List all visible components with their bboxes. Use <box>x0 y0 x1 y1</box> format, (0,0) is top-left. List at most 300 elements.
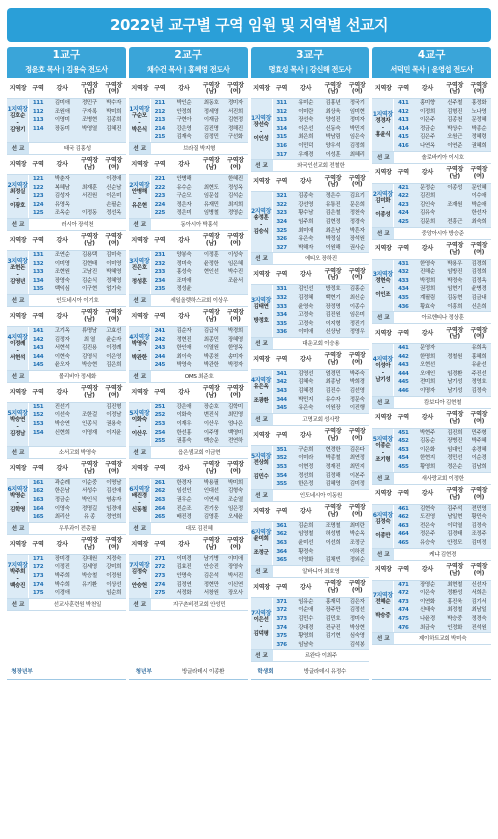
header-teacher: 강사 <box>56 464 68 472</box>
teacher-name: 이순애 <box>298 607 314 614</box>
teacher-name: 전은숙 <box>420 522 435 529</box>
teacher-name: 황수남 <box>298 210 314 217</box>
header-leader: 지역장 <box>131 312 149 320</box>
region-header-row <box>372 165 491 183</box>
region-name: 7지역장 <box>372 592 393 600</box>
table-row <box>29 268 126 277</box>
region-section <box>251 503 370 578</box>
table-row <box>394 598 491 607</box>
district-leader-f: 이정남 <box>106 412 121 419</box>
district-leader-f: 백영미 <box>228 429 243 436</box>
teacher-name: 권흥숙 <box>176 438 192 445</box>
table-row <box>151 201 248 210</box>
district-leader-m: 이원해 <box>325 244 341 251</box>
district-number: 243 <box>154 345 165 352</box>
district-leader-f: 한영옥 <box>228 345 243 352</box>
region-name: 7지역장 <box>129 562 150 570</box>
table-row <box>394 209 491 218</box>
table-row <box>394 539 491 548</box>
table-row <box>394 344 491 353</box>
leader-name: - <box>138 120 141 127</box>
region-section <box>372 241 491 325</box>
column-header <box>251 47 370 78</box>
header-num: 구역 <box>397 84 409 92</box>
district-leader-m: 김진원 <box>325 312 341 319</box>
region-section <box>7 80 126 155</box>
district-leader-m: 이지형 <box>325 320 341 327</box>
region-name: 6지역장 <box>129 486 150 494</box>
header-leader: 지역장 <box>9 84 27 92</box>
leader-name: 김영기 <box>9 127 25 134</box>
district-number: 415 <box>398 134 409 141</box>
table-row <box>394 192 491 201</box>
table-row <box>394 615 491 624</box>
table-row <box>394 437 491 446</box>
teacher-name: 한명희 <box>420 353 435 360</box>
teacher-name: 윤영숙 <box>298 303 314 310</box>
district-number: 445 <box>398 379 409 386</box>
district-leader-m: 이성훈 <box>325 151 341 158</box>
teacher-name: 홍성숙 <box>176 269 192 276</box>
header-teacher: 강사 <box>178 388 190 396</box>
district-leader-m: 유기환 <box>82 581 97 588</box>
district-leader-f: 정혜영 <box>106 277 121 284</box>
district-number: 462 <box>398 514 409 521</box>
header-num: 구역 <box>275 431 288 439</box>
header-teacher: 강사 <box>300 583 312 591</box>
district-leader-m: 장병진 <box>447 438 463 445</box>
footer-item <box>251 665 370 680</box>
header-leader: 지역장 <box>253 84 270 92</box>
region-leader <box>129 175 151 218</box>
leader-name: 김정숙 <box>375 519 391 526</box>
table-row <box>151 277 248 286</box>
table-row <box>29 563 126 572</box>
mission-row <box>251 413 370 426</box>
header-num: 구역 <box>32 160 44 168</box>
mission-label: 선 교 <box>7 219 29 230</box>
teacher-name: 유승숙 <box>420 540 435 546</box>
column-subtitle: 채수건 목사 | 홍혜영 전도사 <box>146 65 230 74</box>
teacher-name: 이미란 <box>298 108 314 115</box>
table-row <box>273 151 370 160</box>
header-dist-f: 구역장 (여) <box>348 267 366 282</box>
mission-label: 선 교 <box>129 523 151 534</box>
header-dist-m: 구역장 (남) <box>446 487 464 501</box>
footer-label <box>372 665 402 679</box>
district-leader-m: 김진명 <box>203 125 219 132</box>
leader-name: 이종순 <box>375 443 391 450</box>
region-header-row <box>372 325 491 343</box>
column-subtitle: 서덕민 목사 | 윤영섭 전도사 <box>390 65 473 74</box>
leader-name: - <box>138 500 141 507</box>
table-row <box>151 116 248 125</box>
table-row <box>151 572 248 581</box>
header-dist-m: 구역장 (남) <box>202 461 220 475</box>
table-row <box>273 142 370 151</box>
header-dist-f: 구역장 (여) <box>470 563 488 577</box>
district-leader-f: 정경숙 <box>349 218 365 225</box>
region-body <box>251 191 370 252</box>
district-number: 122 <box>32 184 44 191</box>
teacher-name: 김인선 <box>298 286 314 293</box>
header-teacher: 강사 <box>300 431 312 439</box>
teacher-name: 장동미 <box>54 125 70 132</box>
leader-name: 송정훈 <box>253 215 269 222</box>
region-section <box>251 266 370 350</box>
table-row <box>29 277 126 286</box>
district-number: 172 <box>32 564 44 571</box>
header-teacher: 강사 <box>421 169 433 177</box>
district-number: 425 <box>398 218 409 225</box>
district-number: 143 <box>32 345 44 352</box>
district-leader-m: 윤정한 <box>203 260 219 267</box>
header-dist-m: 구역장 (남) <box>81 81 98 95</box>
leader-name: - <box>260 391 262 398</box>
mission-row <box>7 598 126 611</box>
district-number: 422 <box>398 193 409 200</box>
teacher-name: 이은화 <box>420 446 435 453</box>
district-number: 334 <box>276 312 287 319</box>
table-row <box>151 563 248 572</box>
region-header-row <box>372 486 491 504</box>
leader-name: 김학영 <box>9 507 25 514</box>
mission-value: 읍은샘교회 이금현 <box>177 449 221 456</box>
table-row <box>29 437 126 446</box>
district-number: 311 <box>276 100 287 106</box>
district-number: 114 <box>32 125 44 132</box>
header-leader: 지역장 <box>9 464 27 472</box>
teacher-name: 이명자 <box>420 388 435 395</box>
district-leader-f: 박희경 <box>349 379 365 386</box>
district-leader-f: 이미애 <box>228 555 243 562</box>
header-teacher: 강사 <box>421 566 433 574</box>
mission-label: 선 교 <box>251 160 273 171</box>
district-leader-f: 이미영 <box>106 260 121 267</box>
district-leader-m: 김주석 <box>447 505 463 512</box>
teacher-name: 강선영 <box>298 201 314 208</box>
district-leader-f: 김은자 <box>349 598 365 605</box>
teacher-name: 박영숙 <box>176 362 192 369</box>
header-teacher: 강사 <box>56 312 68 320</box>
district-leader-m: 이재금 <box>203 117 219 124</box>
mission-label: 선 교 <box>372 397 394 408</box>
district-number: 254 <box>154 429 165 436</box>
mission-value: 에티오 장하진 <box>304 256 337 263</box>
mission-row <box>251 337 370 350</box>
teacher-name: 김재숙 <box>176 134 192 141</box>
region-name: 6지역장 <box>251 529 271 537</box>
district-number: 451 <box>398 429 409 436</box>
table-row <box>29 353 126 362</box>
district-leader-m: 양우석 <box>325 142 341 149</box>
teacher-name: 한영숙 <box>420 260 435 267</box>
region-header-row <box>251 427 370 445</box>
region-header-row <box>7 232 126 250</box>
district-number: 173 <box>32 573 44 579</box>
header-dist-f: 구역장 (여) <box>470 166 488 180</box>
header-dist-m: 구역장 (남) <box>202 385 220 399</box>
teacher-name: 이미라 <box>298 455 314 462</box>
region-header-row <box>129 232 248 250</box>
district-leader-m: 김영훈 <box>203 514 219 521</box>
table-row <box>29 175 126 184</box>
teacher-name: 최이숙 <box>176 353 192 360</box>
district-leader-f: 정진기 <box>349 320 365 327</box>
header-dist-m: 구역장 (남) <box>446 563 464 577</box>
district-number: 113 <box>32 117 44 124</box>
region-body <box>251 369 370 413</box>
mission-label: 선 교 <box>251 414 273 425</box>
district-leader-m: 장주만 <box>325 607 341 614</box>
teacher-name: 장영순 <box>420 581 435 588</box>
district-leader-f: 서희은 <box>471 590 487 597</box>
teacher-name: 이현정 <box>298 464 314 471</box>
header-dist-m: 구역장 (남) <box>202 157 220 171</box>
teacher-name: 진선기 <box>54 403 70 410</box>
teacher-name: 이화숙 <box>176 412 192 419</box>
region-body <box>372 98 491 151</box>
teacher-name: 황영희 <box>298 633 314 640</box>
leader-name: 이종만 <box>375 533 391 540</box>
district-leader-f: 정선옥 <box>106 210 121 217</box>
teacher-name <box>47 437 77 446</box>
region-leader <box>129 327 151 370</box>
table-row <box>151 505 248 514</box>
leader-name: - <box>381 205 384 212</box>
district-leader-f: 이지윤 <box>106 429 121 436</box>
header-num: 구역 <box>154 84 166 92</box>
region-name: 2지역장 <box>251 208 271 216</box>
teacher-name: 김현숙 <box>420 505 435 512</box>
district-leader-f <box>223 285 247 294</box>
teacher-name: 조현원 <box>54 269 70 276</box>
region-section <box>372 562 491 646</box>
district-leader-f: 권사순 <box>349 244 365 251</box>
teacher-name: 한은정 <box>298 481 314 488</box>
region-rows <box>394 344 491 396</box>
table-row <box>151 251 248 260</box>
teacher-name: 진순조 <box>176 505 192 512</box>
leader-name: 이화숙 <box>131 417 147 424</box>
leader-name: 이은선 <box>253 616 269 623</box>
leader-name: - <box>381 369 384 376</box>
leader-name: 박주희 <box>9 569 25 576</box>
teacher-name: 김정자 <box>54 336 70 343</box>
district-leader-m: 최종남 <box>325 379 341 386</box>
district-number: 434 <box>398 286 409 293</box>
header-leader: 지역장 <box>374 414 392 422</box>
district-leader-f: 박정자 <box>228 362 243 369</box>
region-rows <box>273 446 370 489</box>
header-leader: 지역장 <box>131 84 149 92</box>
district-leader-m: 김세영 <box>82 564 97 571</box>
region-rows <box>151 99 248 142</box>
header-dist-m: 구역장 (남) <box>446 326 464 341</box>
district-leader-f: 정국기 <box>349 100 365 106</box>
region-name: 4지역장 <box>372 355 393 363</box>
header-teacher: 강사 <box>178 464 190 472</box>
district-leader-m: 이종성 <box>447 184 463 191</box>
table-row <box>273 446 370 455</box>
district-leader-f: 장영숙 <box>228 564 243 571</box>
district-leader-m: 최동호 <box>203 100 219 106</box>
leader-name: 김영년 <box>9 279 25 286</box>
region-header-row <box>372 80 491 98</box>
mission-row <box>372 396 491 409</box>
table-row <box>394 218 491 227</box>
region-leader <box>7 479 29 522</box>
column-subtitle: 명효성 목사 | 강신해 전도사 <box>268 65 352 74</box>
district-leader-m: 최현도 <box>203 184 219 191</box>
table-row <box>151 125 248 134</box>
district-leader-m: 서진원 <box>82 193 97 200</box>
header-num: 구역 <box>154 236 166 244</box>
mission-value: 볼리비아 정세화 <box>58 373 96 380</box>
teacher-name: 서정화 <box>176 590 192 597</box>
district-number <box>29 437 47 446</box>
table-row <box>29 251 126 260</box>
region-header-row <box>251 173 370 191</box>
header-leader: 지역장 <box>131 388 149 396</box>
district-leader-m: 이선희 <box>325 540 341 546</box>
header-leader: 지역장 <box>253 271 270 279</box>
header-leader: 지역장 <box>374 84 392 92</box>
district-number: 433 <box>398 277 409 284</box>
teacher-name: 이연화 <box>420 598 435 605</box>
district-number: 374 <box>276 624 287 631</box>
table-row <box>273 404 370 413</box>
mission-label: 선 교 <box>251 566 273 577</box>
teacher-name: 임유순 <box>298 598 314 605</box>
district-number: 211 <box>154 100 165 106</box>
header-num: 구역 <box>154 464 166 472</box>
district-leader-f: 신선자 <box>471 581 487 588</box>
mission-row <box>7 142 126 155</box>
district-leader-m: 인대선 <box>203 488 219 495</box>
header-teacher: 강사 <box>56 236 68 244</box>
teacher-name: 황정숙 <box>298 548 314 555</box>
district-leader-m: 이연세 <box>203 497 219 504</box>
district-leader-f: 정천숙 <box>349 210 365 217</box>
teacher-name: 유은숙 <box>298 236 314 243</box>
district-number: 464 <box>398 531 409 538</box>
table-row <box>29 411 126 420</box>
table-row <box>394 294 491 303</box>
district-leader-f: 김정희 <box>349 142 365 149</box>
region-header-row <box>251 80 370 98</box>
teacher-name: 이현숙 <box>54 353 70 360</box>
header-num: 구역 <box>154 540 166 548</box>
region-rows <box>151 555 248 598</box>
mission-row <box>7 218 126 231</box>
district-leader-f: 신은희 <box>471 303 487 310</box>
teacher-name: 구순희 <box>298 446 314 453</box>
teacher-name: 박현주 <box>420 429 435 436</box>
district-number: 475 <box>398 615 409 622</box>
header-dist-f: 구역장 (여) <box>105 461 123 475</box>
table-row <box>151 133 248 142</box>
district-number: 343 <box>276 388 287 395</box>
district-number: 135 <box>32 286 44 293</box>
district-leader-m: 신동숙 <box>325 125 341 132</box>
district-number: 125 <box>32 210 44 217</box>
leader-name: 김덕평 <box>253 630 269 637</box>
district-leader-f: 정외순 <box>349 557 365 564</box>
district-leader-f: 윤순자 <box>106 336 121 343</box>
district-leader-f: 최민영 <box>228 412 243 419</box>
leader-name: 신동철 <box>131 507 147 514</box>
header-dist-f: 구역장 (여) <box>470 411 488 425</box>
teacher-name: 정은미 <box>176 210 192 217</box>
district-leader-m: 이연준 <box>447 142 463 149</box>
district-leader-f: 김선애 <box>106 488 121 495</box>
region-section <box>129 460 248 535</box>
table-row <box>151 108 248 117</box>
leader-name: 구순모 <box>131 113 147 120</box>
leader-name: - <box>260 623 262 630</box>
district-leader-m: 엄경민 <box>325 370 341 377</box>
district-leader-f: 민주형 <box>471 429 487 436</box>
leader-name: 박은식 <box>131 127 147 134</box>
teacher-name: 안병해 <box>176 175 192 182</box>
teacher-name: 유은숙 <box>298 405 314 412</box>
district-number: 245 <box>154 362 165 369</box>
region-rows <box>394 184 491 227</box>
district-leader-f: 김은희 <box>106 362 121 369</box>
header-teacher: 강사 <box>178 84 190 92</box>
region-section <box>372 165 491 240</box>
teacher-name: 이재우 <box>176 421 192 428</box>
header-dist-m: 구역장 (남) <box>81 537 98 551</box>
region-section <box>129 384 248 459</box>
district-leader-m: 이열원 <box>203 345 219 352</box>
district-leader-f: 이은영 <box>106 353 121 360</box>
district-leader-m: 박인식 <box>82 497 97 504</box>
district-leader-m <box>321 548 345 557</box>
table-row <box>394 125 491 134</box>
teacher-name: 김정혜 <box>298 294 314 301</box>
mission-value: 알바니아 최호영 <box>302 568 340 575</box>
region-header-row <box>129 308 248 326</box>
district-leader-m: 유재민 <box>203 201 219 208</box>
region-name: 6지역장 <box>7 486 28 494</box>
region-leader <box>251 598 273 650</box>
region-header-row <box>372 410 491 428</box>
region-leader <box>372 505 394 548</box>
district-leader-m <box>321 641 345 650</box>
district-leader-f: 조정주 <box>471 531 487 538</box>
district-number: 472 <box>398 590 409 597</box>
district-leader-m: 임경환 <box>447 370 463 377</box>
region-rows <box>394 99 491 151</box>
teacher-name: 조원애 <box>54 108 70 115</box>
header-num: 구역 <box>154 388 166 396</box>
region-section <box>372 486 491 561</box>
district-leader-m: 김채빈 <box>325 557 341 564</box>
leader-name: 전상희 <box>253 460 269 467</box>
table-row <box>394 268 491 277</box>
district-leader-m: 신상남 <box>325 329 341 336</box>
district-leader-f: 박미희 <box>106 108 121 115</box>
district-leader-f: 이수애 <box>471 193 487 200</box>
header-leader: 지역장 <box>9 160 27 168</box>
teacher-name: 최은희 <box>298 134 314 141</box>
footer-label: 청년부 <box>135 669 152 676</box>
region-rows <box>29 403 126 446</box>
leader-name: - <box>138 576 141 583</box>
district-leader-m: 김용택 <box>82 251 97 258</box>
